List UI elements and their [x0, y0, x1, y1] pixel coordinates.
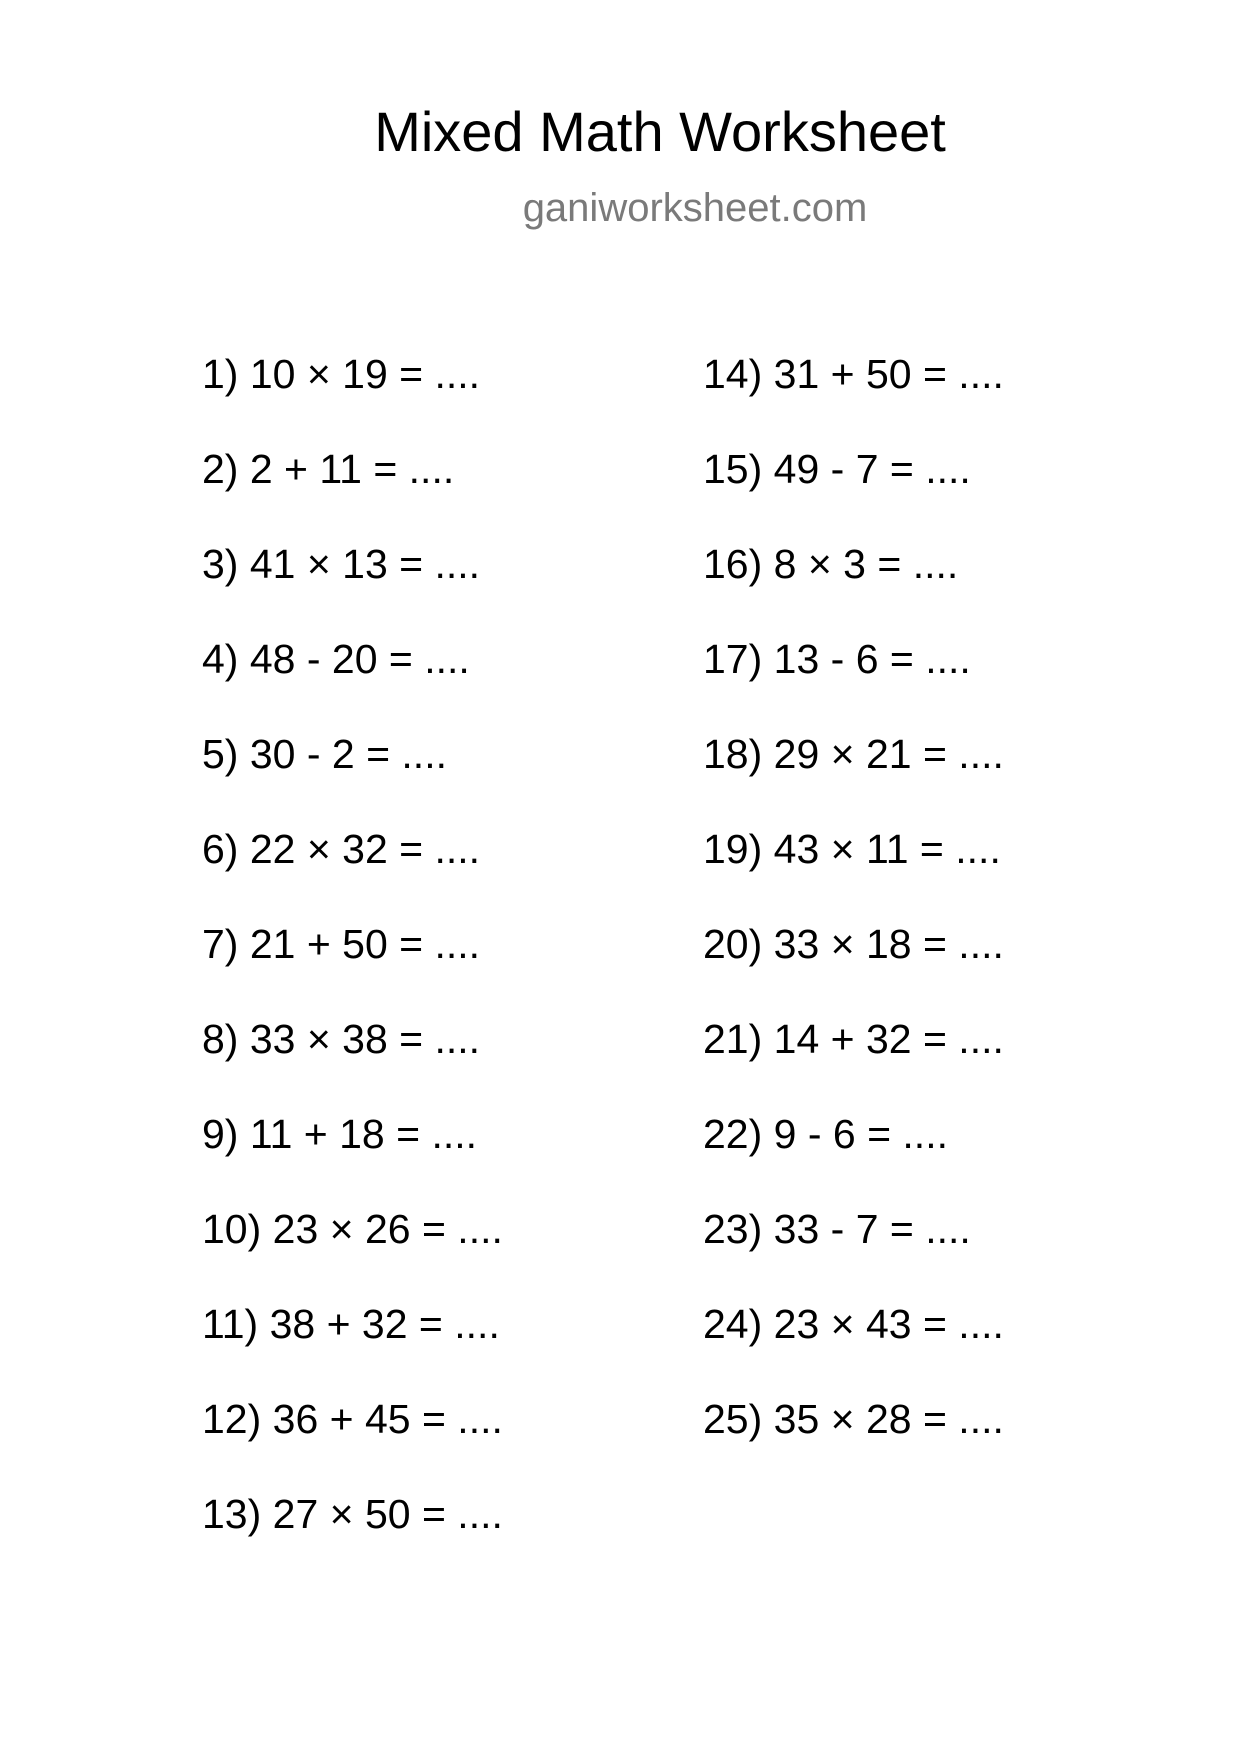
problem-14: 14) 31 + 50 = .... — [703, 351, 1004, 397]
problem-6: 6) 22 × 32 = .... — [202, 826, 481, 872]
problem-11: 11) 38 + 32 = .... — [202, 1301, 500, 1347]
problem-18: 18) 29 × 21 = .... — [703, 731, 1004, 777]
problem-25: 25) 35 × 28 = .... — [703, 1396, 1004, 1442]
problem-7: 7) 21 + 50 = .... — [202, 921, 481, 967]
problem-13: 13) 27 × 50 = .... — [202, 1491, 503, 1537]
page-title: Mixed Math Worksheet — [374, 100, 946, 163]
problem-15: 15) 49 - 7 = .... — [703, 446, 971, 492]
problem-16: 16) 8 × 3 = .... — [703, 541, 959, 587]
problem-2: 2) 2 + 11 = .... — [202, 446, 455, 492]
problem-4: 4) 48 - 20 = .... — [202, 636, 470, 682]
problem-17: 17) 13 - 6 = .... — [703, 636, 971, 682]
problem-21: 21) 14 + 32 = .... — [703, 1016, 1004, 1062]
problem-column-left — [202, 350, 503, 1585]
problem-10: 10) 23 × 26 = .... — [202, 1206, 503, 1252]
problem-20: 20) 33 × 18 = .... — [703, 921, 1004, 967]
problem-12: 12) 36 + 45 = .... — [202, 1396, 503, 1442]
problem-19: 19) 43 × 11 = .... — [703, 826, 1001, 872]
problem-1: 1) 10 × 19 = .... — [202, 351, 481, 397]
problem-8: 8) 33 × 38 = .... — [202, 1016, 481, 1062]
problem-22: 22) 9 - 6 = .... — [703, 1111, 948, 1157]
problem-column-right — [703, 350, 1004, 1490]
problem-3: 3) 41 × 13 = .... — [202, 541, 481, 587]
problem-9: 9) 11 + 18 = .... — [202, 1111, 478, 1157]
source-url: ganiworksheet.com — [522, 186, 868, 230]
problem-24: 24) 23 × 43 = .... — [703, 1301, 1004, 1347]
problem-23: 23) 33 - 7 = .... — [703, 1206, 971, 1252]
problem-5: 5) 30 - 2 = .... — [202, 731, 447, 777]
